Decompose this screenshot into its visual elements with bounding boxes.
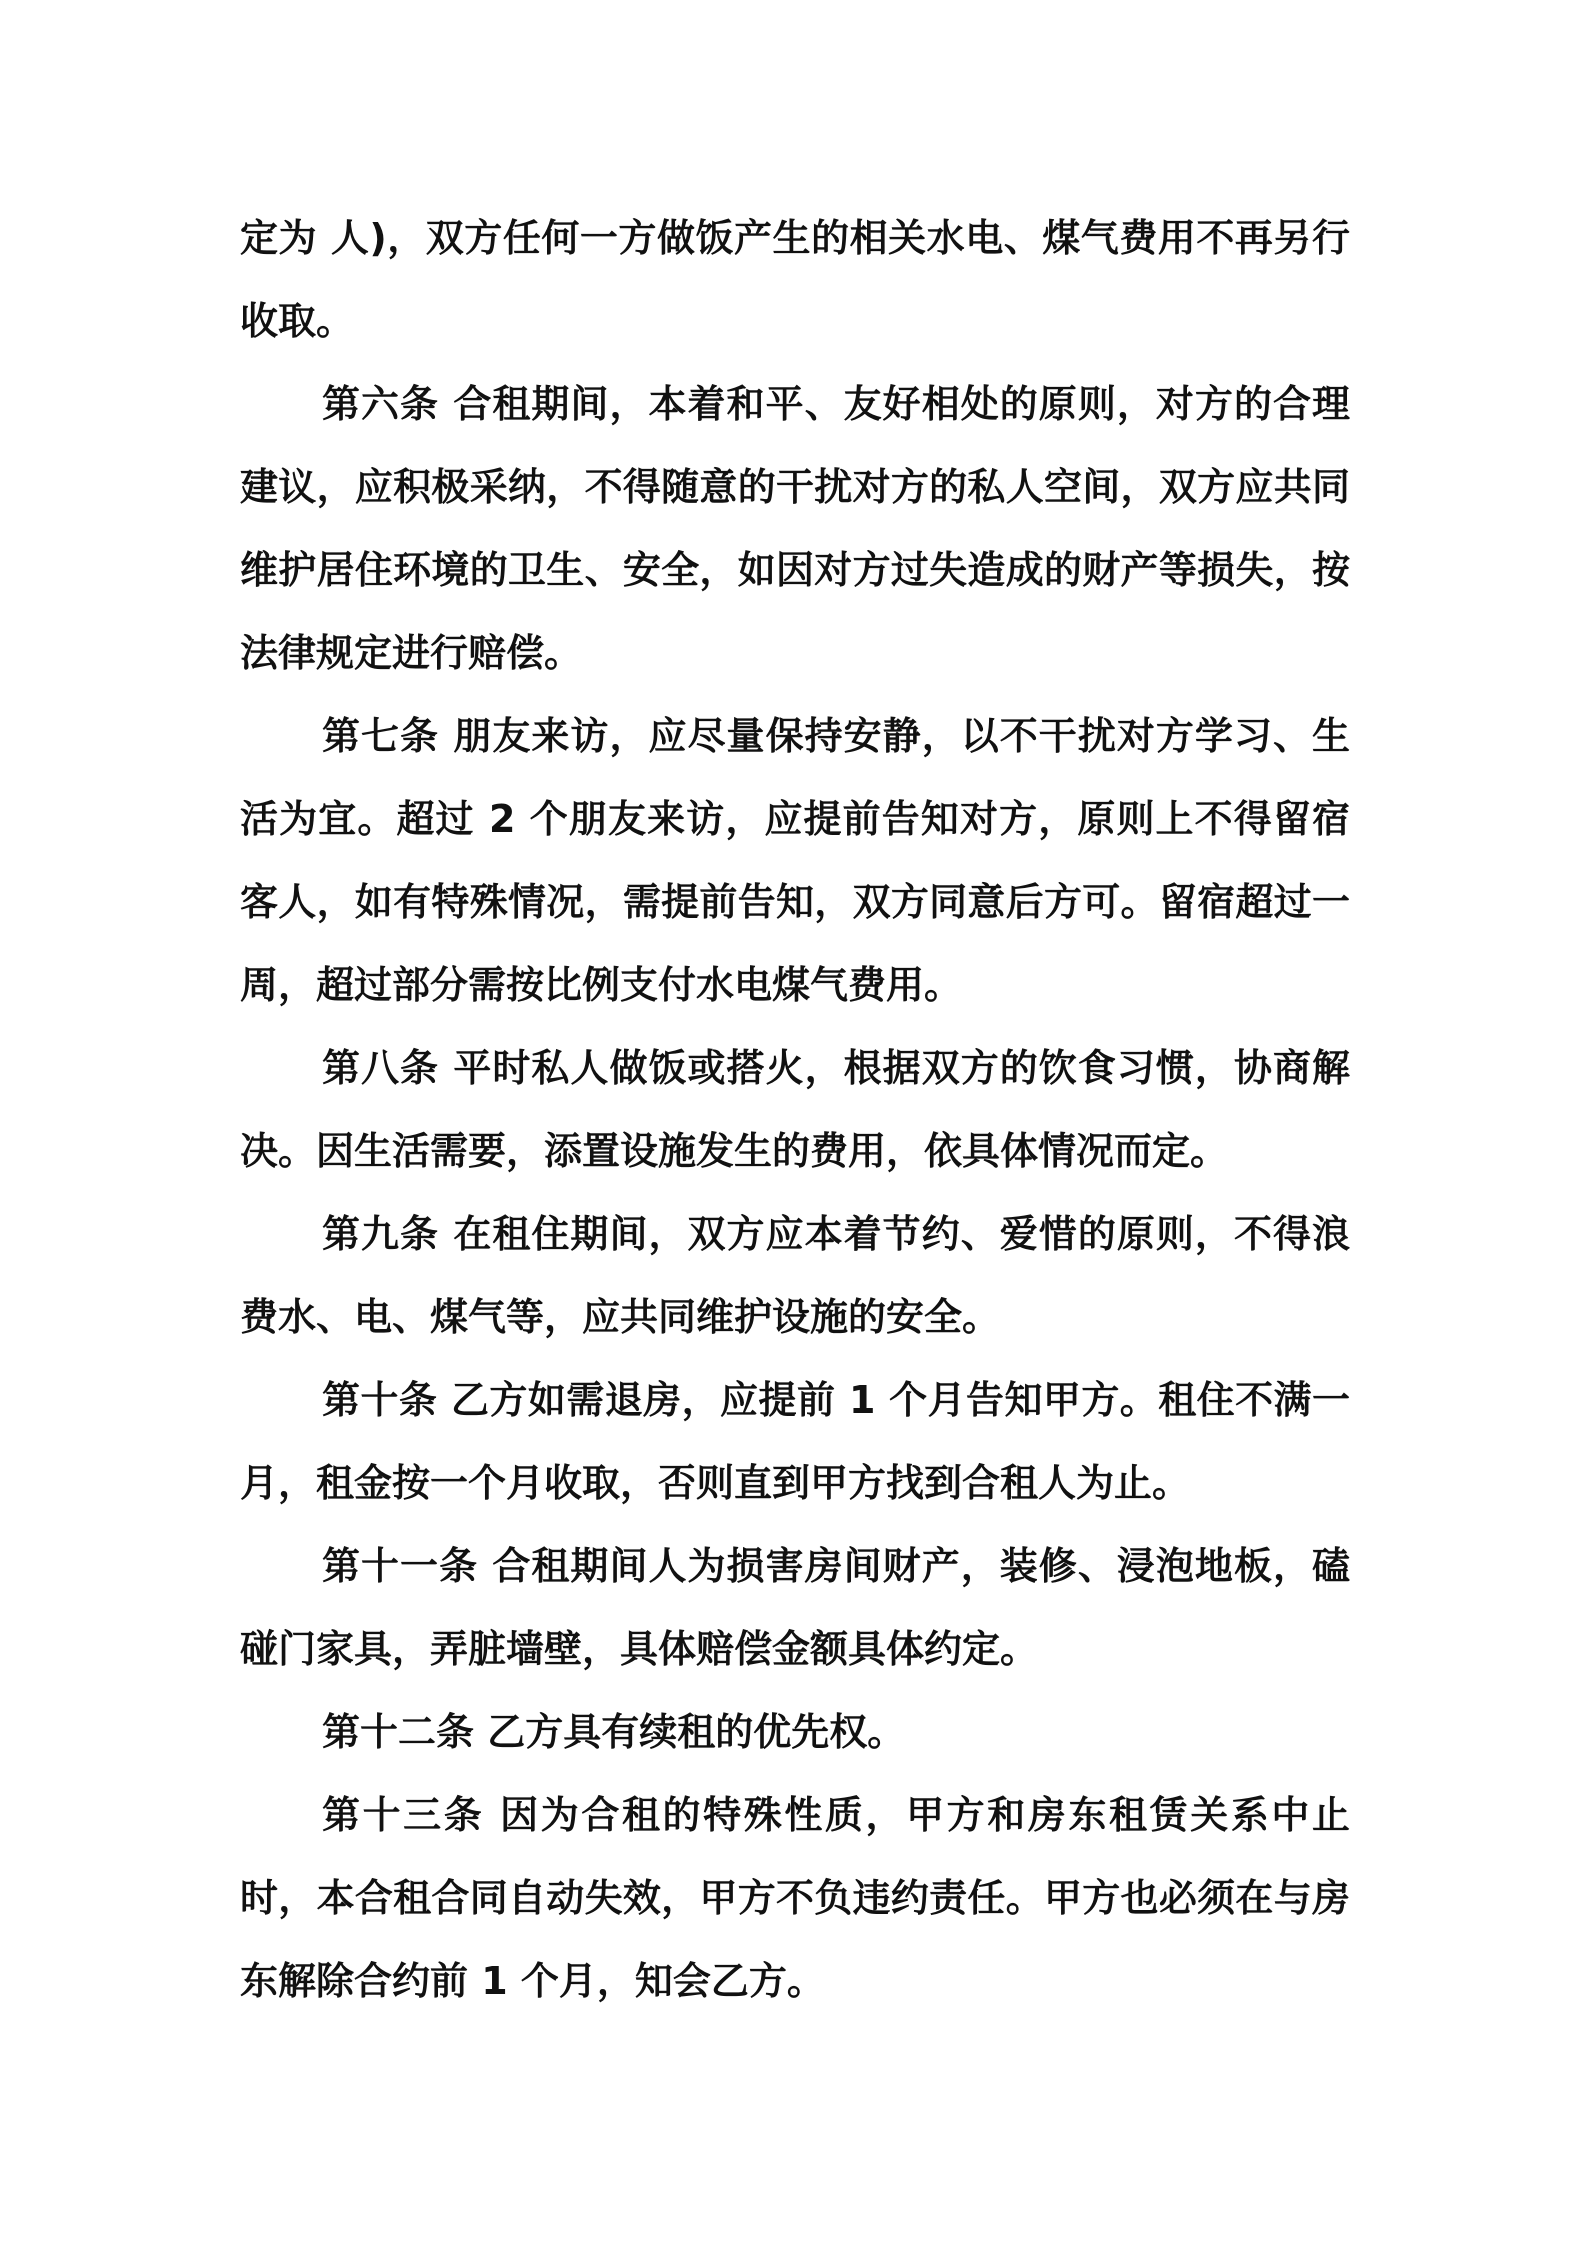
article-11: 第十一条 合租期间人为损害房间财产，装修、浸泡地板，磕碰门家具，弄脏墙壁，具体赔偿金额具体约定。	[240, 1544, 1350, 1671]
article-13: 第十三条 因为合租的特殊性质，甲方和房东租赁关系中止时，本合租合同自动失效，甲方不负违约责任。甲方也必须在与房东解除合约前 1 个月，知会乙方。	[240, 1793, 1350, 2003]
paragraph-continuation: 定为 人)，双方任何一方做饭产生的相关水电、煤气费用不再另行收取。	[240, 216, 1350, 343]
article-10: 第十条 乙方如需退房，应提前 1 个月告知甲方。租住不满一月，租金按一个月收取，否则直到甲方找到合租人为止。	[240, 1378, 1350, 1505]
article-9: 第九条 在租住期间，双方应本着节约、爱惜的原则，不得浪费水、电、煤气等，应共同维护设施的安全。	[240, 1212, 1350, 1339]
article-7: 第七条 朋友来访，应尽量保持安静，以不干扰对方学习、生活为宜。超过 2 个朋友来访，应提前告知对方，原则上不得留宿客人，如有特殊情况，需提前告知，双方同意后方可。留宿超过一周，超过部分需按比例支付水电煤气费用。	[240, 714, 1350, 1007]
document-body	[240, 197, 1350, 2023]
article-8: 第八条 平时私人做饭或搭火，根据双方的饮食习惯，协商解决。因生活需要，添置设施发生的费用，依具体情况而定。	[240, 1046, 1350, 1173]
article-6: 第六条 合租期间，本着和平、友好相处的原则，对方的合理建议，应积极采纳，不得随意的干扰对方的私人空间，双方应共同维护居住环境的卫生、安全，如因对方过失造成的财产等损失，按法律规定进行赔偿。	[240, 382, 1350, 675]
article-12: 第十二条 乙方具有续租的优先权。	[322, 1710, 906, 1754]
